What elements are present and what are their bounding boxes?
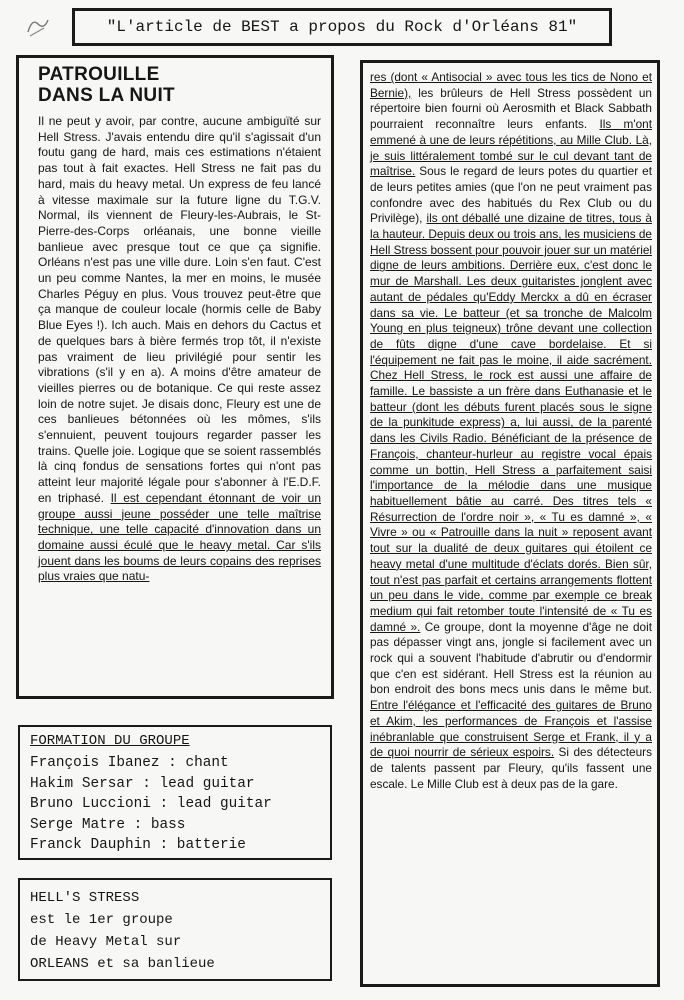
- right-article-segment: Ils m'ont emmené à une de leurs répétitions, au Mille Club. Là, je suis littéralement tombé sur le cul devant tant de maîtrise.: [370, 117, 653, 179]
- right-article-segment: res (dont « Antisocial » avec tous les tics de Nono et Bernie),: [370, 70, 652, 100]
- left-article-body: [38, 114, 321, 585]
- member-line: Bruno Luccioni : lead guitar: [30, 796, 272, 813]
- handwritten-mark: [24, 14, 52, 40]
- band-note-line: HELL'S STRESS: [30, 890, 140, 906]
- band-note-line: est le 1er groupe: [30, 912, 173, 928]
- left-article-underlined-text: Il est cependant étonnant de voir un groupe aussi jeune posséder une telle maîtrise technique, une telle capacité d'innovation dans un domaine aussi éculé que le heavy metal. Car s'ils jouent dans les boums de leurs copains des reprises plus vraies que natu-: [38, 490, 321, 584]
- member-line: Hakim Sersar : lead guitar: [30, 775, 255, 792]
- headline-line-1: PATROUILLE: [38, 64, 160, 85]
- right-article-body: [370, 70, 652, 792]
- left-article-plain-text: Il ne peut y avoir, par contre, aucune ambiguïté sur Hell Stress. J'avais entendu dire qu'il s'agissait d'un foutu gang de hard, mais ces estimations n'étaient pas tout à fait exactes. Hell Stress ne fait pas du hard, mais du heavy metal. Un express de feu lancé à vitesse maximale sur la future ligne du T.G.V. Normal, ils viennent de Fleury-les-Aubrais, le St-Pierre-des-Corps orléanais, une bonne vieille banlieue avec presque tout ce que ça signifie. Orléans n'est pas une ville dure. Loin s'en faut. C'est un peu comme Nantes, la mer en moins, le musée Charles Péguy en plus. Vous trouvez peut-être que ça manque de couleur locale (hormis celle de Baby Blue Eyes !). Ich auch. Mais en dehors du Cactus et de quelques bars à bière fermés trop tôt, il n'existe pas vraiment de lieu privilégié pour sentir les vibrations (s'il y en a). A moins d'être amateur de vieilles pierres ou de botanique. Ce qui reste assez loin de notre sujet. Je disais donc, Fleury est une de ces banlieues bétonnées où les mômes, s'ils s'ennuient, peuvent toujours regarder passer les trains. Quelle joie. Logique que se soient rassemblés là cinq fondus de sensations fortes qui n'ont pas atteint leur majorité légale pour s'abonner à l'E.D.F. en triphasé.: [38, 114, 321, 505]
- member-line: Franck Dauphin : batterie: [30, 837, 246, 854]
- band-note-line: ORLEANS et sa banlieue: [30, 956, 215, 972]
- band-note-box: [18, 878, 332, 981]
- article-headline: [38, 64, 321, 106]
- right-article-segment: Si des détecteurs de talents passent par Fleury, qu'ils fassent une escale. Le Mille Club est à deux pas de la gare.: [370, 745, 653, 791]
- right-article-segment: Entre l'élégance et l'efficacité des guitares de Bruno et Akim, les performances de François et l'assise inébranlable que construisent Serge et Frank, il y a de quoi nourrir de sérieux espoirs.: [370, 698, 652, 760]
- right-article-segment: Depuis deux ou trois ans, les musiciens de Hell Stress bossent pour pouvoir jouer sur un matériel digne de leurs ambitions. Derrière eux, c'est donc le mur de Marshall. Les deux guitaristes jonglent avec autant de pédales qu'Eddy Merckx a dû en écraser dans sa vie. Le batteur (et sa tronche de Malcolm Young en plus teigneux) trône devant une collection de fûts digne d'une cave bordelaise. Et si l'équipement ne fait pas le moine, il aide sacrément. Chez Hell Stress, le rock est aussi une affaire de famille. Le bassiste a un frère dans Euthanasie et le batteur (dont les débuts furent placés sous le signe de la punkitude express) a, lui aussi, de la parenté dans les Civils Radio. Bénéficiant de la présence de François, chanteur-hurleur au registre vocal épais comme un bottin, Hell Stress a parfaitement saisi l'importance de la mélodie dans une musique habituellement bâtie au carré. Des titres tels « Résurrection de l'ordre noir », « Tu es damné », « Vivre » ou « Patrouille dans la nuit » reposent avant tout sur la dualité de deux guitares qui étoilent ce heavy metal d'une multitude d'éclats dorés. Bien sûr, tout n'est pas parfait et certains arrangements flottent un peu dans le vide, comme par exemple ce break medium qui fait retomber toute l'intensité de « Tu es damné ».: [370, 227, 652, 634]
- header-title-box: [72, 8, 612, 46]
- member-line: François Ibanez : chant: [30, 755, 229, 771]
- band-note-line: de Heavy Metal sur: [30, 934, 182, 950]
- headline-line-2: DANS LA NUIT: [38, 85, 175, 106]
- formation-title: FORMATION DU GROUPE: [30, 733, 190, 749]
- right-article-segment: Ce groupe, dont la moyenne d'âge ne doit pas dépasser vingt ans, jongle si facilement avec un rock qui a souvent l'habitude d'abrutir ou d'endormir que c'en est sidérant. Hell Stress est la réunion au bon endroit des bons mecs unis dans le même but.: [370, 619, 653, 697]
- left-article-column: [16, 55, 334, 699]
- formation-box: [18, 725, 332, 860]
- right-article-segment: les brûleurs de Hell Stress possèdent un répertoire bien fourni où Aerosmith et Black Sabbath pourraient reconnaître leurs enfants.: [370, 85, 652, 132]
- right-article-segment: ils ont déballé une dizaine de titres, tous à la hauteur.: [370, 211, 652, 242]
- header-title: "L'article de BEST a propos du Rock d'Orléans 81": [106, 18, 578, 36]
- member-line: Serge Matre : bass: [30, 816, 186, 833]
- right-article-segment: Sous le regard de leurs potes du quartier et de leurs petites amies (que l'on ne peut vraiment pas confondre avec des habitués du Rex Club ou du Privilège),: [370, 164, 652, 226]
- right-article-column: [360, 60, 660, 987]
